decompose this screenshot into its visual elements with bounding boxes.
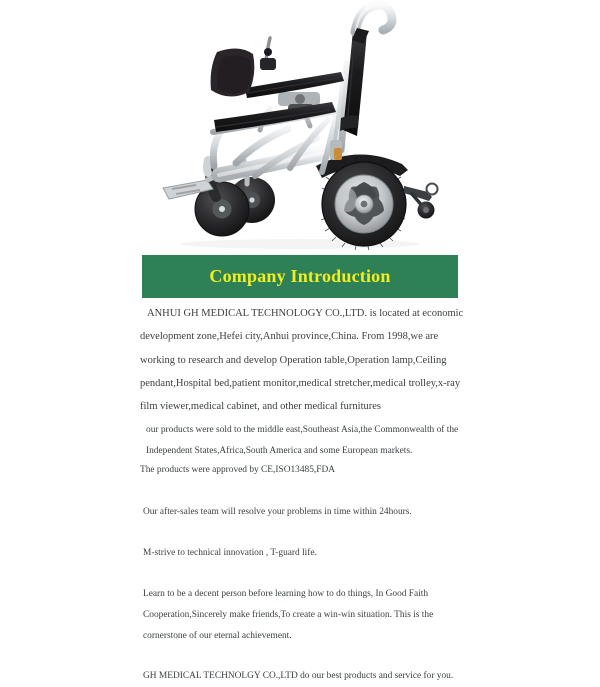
wheelchair-illustration: [0, 0, 600, 250]
paragraph-certifications: The products were approved by CE,ISO13485,FDA: [140, 465, 336, 476]
paragraph-after-sales: Our after-sales team will resolve your problems in time within 24hours.: [143, 506, 412, 517]
side-cushion: [211, 48, 255, 96]
product-photo: [0, 0, 600, 250]
paragraph-closing: GH MEDICAL TECHNOLGY CO.,LTD do our best products and service for you.: [143, 670, 454, 681]
company-introduction-body: [140, 302, 475, 687]
paragraph-philosophy: Learn to be a decent person before learning how to do things, In Good Faith Cooperation,Sincerely make friends,To create a win-win situation. This is the cornerstone of our eternal achievement.: [143, 588, 434, 641]
paragraph-company-overview: ANHUI GH MEDICAL TECHNOLOGY CO.,LTD. is located at economic development zone,Hefei city,Anhui province,China. From 1998,we are working to research and develop Operation table,Operation lamp,Ceiling pendant,Hospital bed,patient monitor,medical stretcher,medical trolley,x-ray film viewer,medical cabinet, and other medical furnitures: [140, 308, 464, 413]
section-banner-title: Company Introduction: [209, 266, 391, 286]
paragraph-slogan: M-strive to technical innovation , T-guard life.: [143, 547, 317, 558]
paragraph-markets: our products were sold to the middle east,Southeast Asia,the Commonwealth of the Independent States,Africa,South America and some European markets.: [146, 425, 459, 456]
section-banner: [142, 255, 458, 298]
